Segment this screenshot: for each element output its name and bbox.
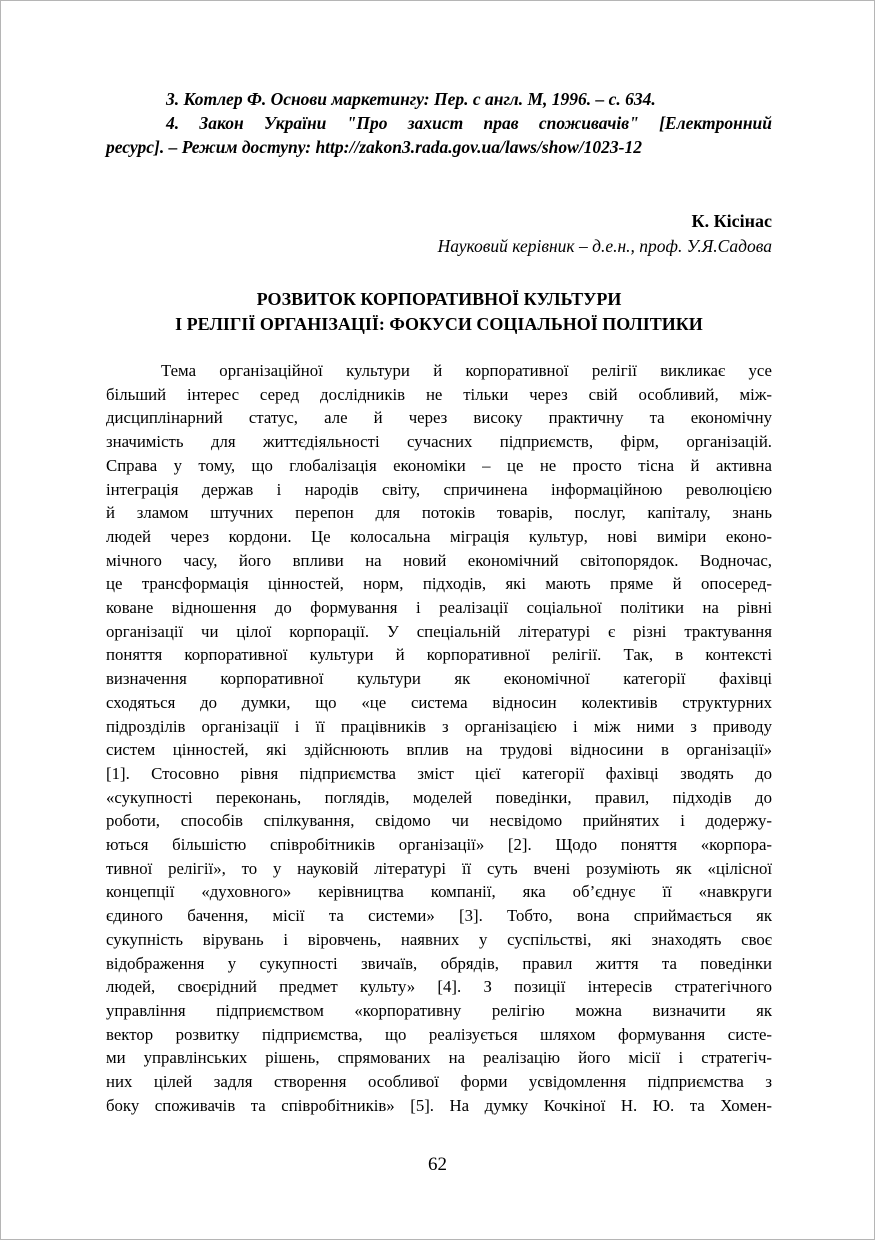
body-line: інтеграція держав і народів світу, спричинена інформаційною революцією bbox=[106, 479, 772, 499]
body-line: них цілей задля створення особливої форми усвідомлення підприємства з bbox=[106, 1072, 772, 1092]
body-line: це трансформація цінностей, норм, підходів, які мають пряме й опосеред- bbox=[106, 574, 772, 594]
body-line: «сукупності переконань, поглядів, моделей поведінки, правил, підходів до bbox=[106, 787, 772, 807]
references-section bbox=[106, 87, 772, 159]
body-line: управління підприємством «корпоративну релігію можна визначити як bbox=[106, 1000, 772, 1020]
supervisor-line: Науковий керівник – д.е.н., проф. У.Я.Садова bbox=[437, 236, 772, 256]
body-line: більший інтерес серед дослідників не тільки через свій особливий, між- bbox=[106, 384, 772, 404]
body-line: відображення у сукупності звичаїв, обрядів, правил життя та поведінки bbox=[106, 953, 772, 973]
reference-item-4-line-2: ресурс]. – Режим доступу: http://zakon3.rada.gov.ua/laws/show/1023-12 bbox=[106, 137, 643, 157]
body-line: людей через кордони. Це колосальна міграція культур, нові виміри еконо- bbox=[106, 526, 772, 546]
body-line: дисциплінарний статус, але й через високу практичну та економічну bbox=[106, 408, 772, 428]
body-line: визначення корпоративної культури як економічної категорії фахівці bbox=[106, 669, 772, 689]
page-number: 62 bbox=[428, 1154, 447, 1175]
body-line: значимість для життєдіяльності сучасних підприємств, фірм, організацій. bbox=[106, 432, 772, 452]
body-line: роботи, способів спілкування, свідомо чи несвідомо прийнятих і додержу- bbox=[106, 811, 772, 831]
body-line: сходяться до думки, що «це система відносин колективів структурних bbox=[106, 692, 772, 712]
body-paragraph bbox=[106, 359, 772, 1118]
reference-item-4-line-1: 4. Закон України "Про захист прав споживачів" [Електронний bbox=[166, 113, 772, 133]
body-line: й зламом штучних перепон для потоків товарів, послуг, капіталу, знань bbox=[106, 503, 772, 523]
article-title bbox=[106, 287, 772, 337]
body-line: організації чи цілої корпорації. У спеціальній літературі є різні трактування bbox=[106, 621, 772, 641]
body-line: людей, своєрідний предмет культу» [4]. З позиції інтересів стратегічного bbox=[106, 977, 772, 997]
body-line: ми управлінських рішень, спрямованих на реалізацію його місії і стратегіч- bbox=[106, 1048, 772, 1068]
body-line: підрозділів організації і її працівників з організацією і між ними з приводу bbox=[106, 716, 772, 736]
body-line: вектор розвитку підприємства, що реалізується шляхом формування систе- bbox=[106, 1024, 772, 1044]
body-line: боку споживачів та співробітників» [5]. На думку Кочкіної Н. Ю. та Хомен- bbox=[106, 1095, 772, 1115]
body-line: коване відношення до формування і реалізації соціальної політики на рівні bbox=[106, 598, 772, 618]
body-line: тивної релігії», то у науковій літературі її суть вчені розуміють як «цілісної bbox=[106, 858, 772, 878]
body-line: концепції «духовного» керівництва компанії, яка об’єднує її «навкруги bbox=[106, 882, 772, 902]
body-line: систем цінностей, які здійснюють вплив на трудові відносини в організації» bbox=[106, 740, 772, 760]
body-line: [1]. Стосовно рівня підприємства зміст цієї категорії фахівці зводять до bbox=[106, 763, 772, 783]
body-line: Справа у тому, що глобалізація економіки – це не просто тісна й активна bbox=[106, 455, 772, 475]
article-title-line-2: І РЕЛІГІЇ ОРГАНІЗАЦІЇ: ФОКУСИ СОЦІАЛЬНОЇ ПОЛІТИКИ bbox=[175, 314, 703, 334]
body-line: ються більшістю співробітників організації» [2]. Щодо поняття «корпора- bbox=[106, 835, 772, 855]
page-content bbox=[106, 87, 772, 1118]
body-line: єдиного бачення, місії та системи» [3]. Тобто, вона сприймається як bbox=[106, 906, 772, 926]
reference-item-3: 3. Котлер Ф. Основи маркетингу: Пер. с англ. М, 1996. – с. 634. bbox=[166, 89, 656, 109]
article-title-line-1: РОЗВИТОК КОРПОРАТИВНОЇ КУЛЬТУРИ bbox=[256, 289, 622, 309]
body-line: сукупність вірувань і віровчень, наявних у суспільстві, які знаходять своє bbox=[106, 929, 772, 949]
body-line: мічного часу, його впливи на новий економічний світопорядок. Водночас, bbox=[106, 550, 772, 570]
byline bbox=[106, 209, 772, 259]
body-line: поняття корпоративної культури й корпоративної релігії. Так, в контексті bbox=[106, 645, 772, 665]
body-line: Тема організаційної культури й корпоративної релігії викликає усе bbox=[161, 361, 772, 380]
author-name: К. Кісінас bbox=[691, 211, 772, 231]
